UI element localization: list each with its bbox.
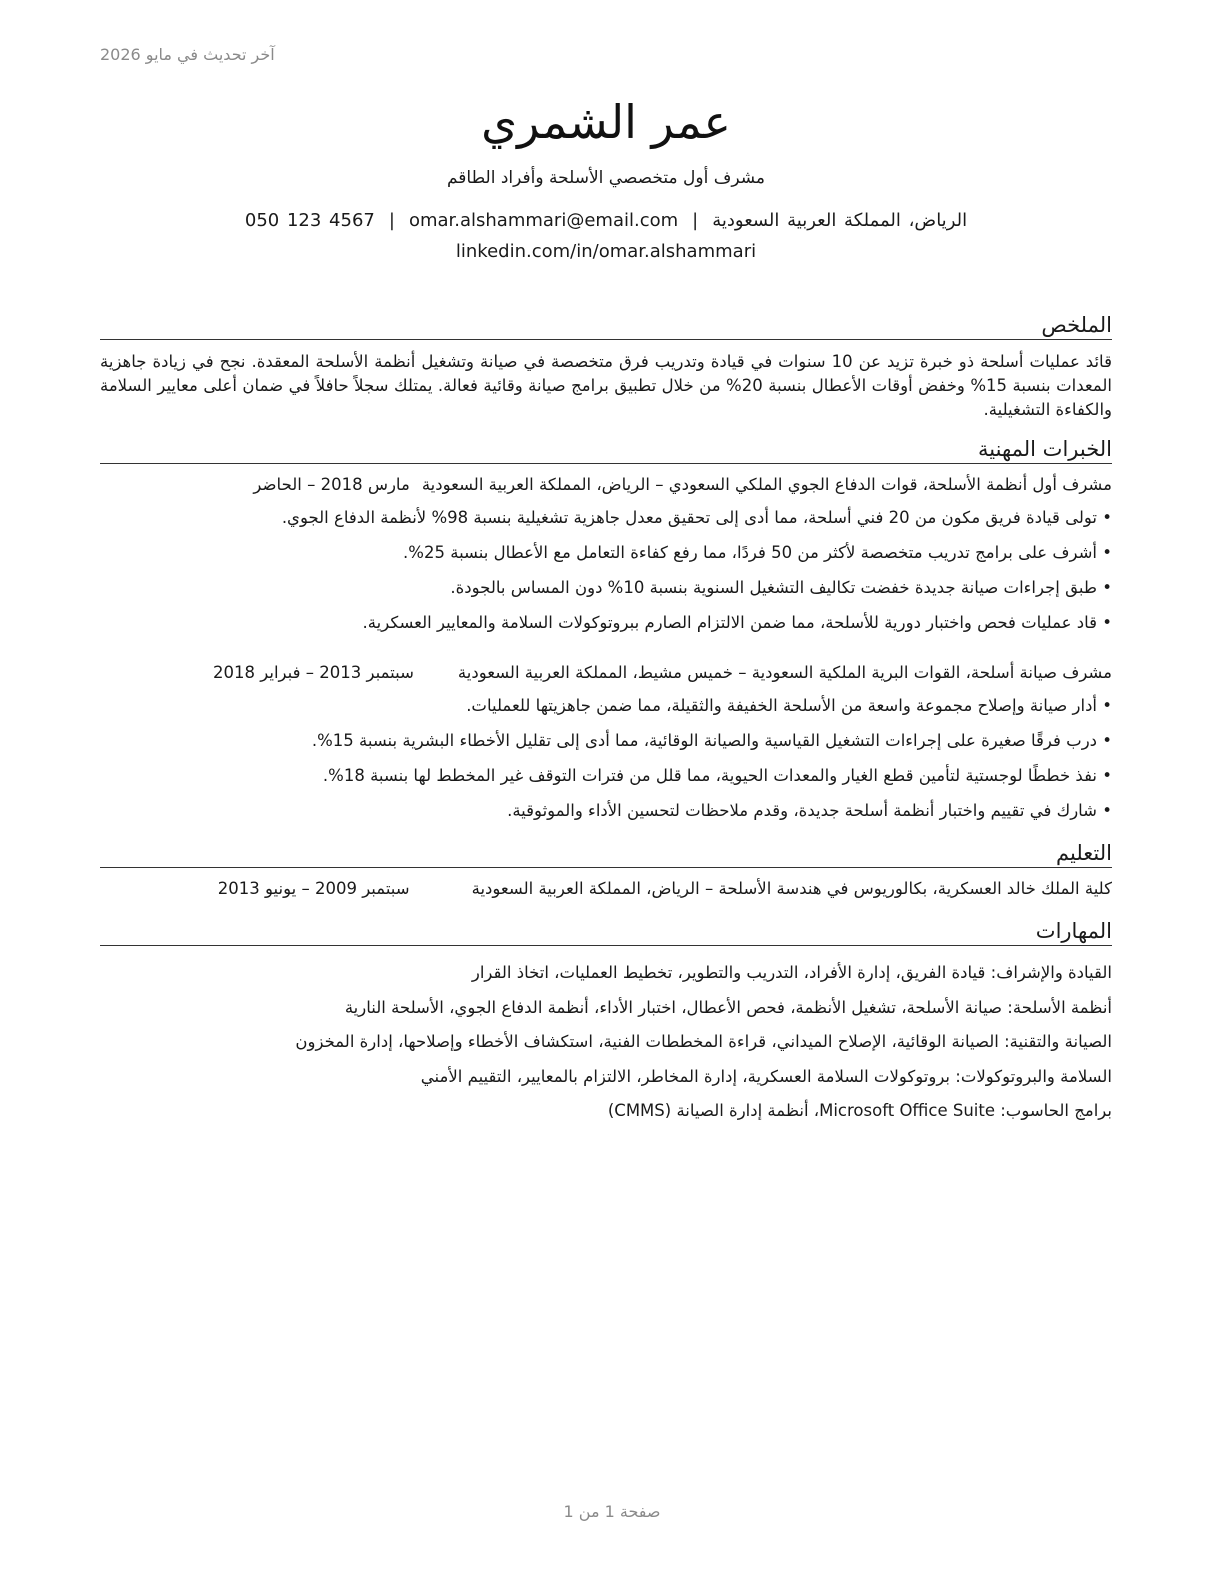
job-entry	[100, 474, 1112, 640]
summary-text: قائد عمليات أسلحة ذو خبرة تزيد عن 10 سنوات في قيادة وتدريب فرق متخصصة في صيانة وتشغيل أنظمة الأسلحة المعقدة. نجح في زيادة جاهزية المعدات بنسبة 15% وخفض أوقات الأعطال بنسبة 20% من خلال تطبيق برامج صيانة وقائية فعالة. يمتلك سجلاً حافلاً في ضمان أعلى معايير السلامة والكفاءة التشغيلية.	[100, 352, 1113, 419]
skill-item: برامج الحاسوب: Microsoft Office Suite، أنظمة إدارة الصيانة (CMMS)	[607, 1101, 1112, 1120]
job-entry	[100, 662, 1112, 828]
phone-text: 050 123 4567	[244, 210, 375, 231]
email-link[interactable]: omar.alshammari@email.com	[408, 210, 679, 231]
job-title-line	[100, 662, 1112, 684]
skill-item: القيادة والإشراف: قيادة الفريق، إدارة الأفراد، التدريب والتطوير، تخطيط العمليات، اتخاذ القرار	[471, 963, 1112, 982]
job-title: مشرف أول أنظمة الأسلحة، قوات الدفاع الجوي الملكي السعودي – الرياض، المملكة العربية السعودية	[421, 475, 1112, 494]
candidate-title: مشرف أول متخصصي الأسلحة وأفراد الطاقم	[446, 168, 766, 188]
page-number: صفحة 1 من 1	[563, 1502, 661, 1521]
resume-body	[100, 312, 1112, 1129]
job-bullet: • قاد عمليات فحص واختبار دورية للأسلحة، مما ضمن الالتزام الصارم ببروتوكولات السلامة والمعايير العسكرية.	[100, 605, 1112, 640]
skill-item: الصيانة والتقنية: الصيانة الوقائية، الإصلاح الميداني، قراءة المخططات الفنية، استكشاف الأخطاء وإصلاحها، إدارة المخزون	[295, 1032, 1112, 1051]
experience-heading: الخبرات المهنية	[100, 436, 1112, 464]
education-entry	[100, 878, 1112, 900]
job-bullets	[100, 688, 1112, 828]
education-heading: التعليم	[100, 840, 1112, 868]
summary-heading: الملخص	[100, 312, 1112, 340]
last-updated-note: آخر تحديث في مايو 2026	[100, 45, 275, 64]
job-bullet: • أدار صيانة وإصلاح مجموعة واسعة من الأسلحة الخفيفة والثقيلة، مما ضمن جاهزيتها للعمليات.	[100, 688, 1112, 723]
job-title-line	[100, 474, 1112, 496]
job-bullet: • تولى قيادة فريق مكون من 20 فني أسلحة، مما أدى إلى تحقيق معدل جاهزية تشغيلية بنسبة 98% لأنظمة الدفاع الجوي.	[100, 500, 1112, 535]
skills-heading: المهارات	[100, 918, 1112, 946]
contact-separator: |	[692, 210, 699, 231]
job-dates: سبتمبر 2013 – فبراير 2018	[213, 663, 414, 682]
job-bullets	[100, 500, 1112, 640]
job-bullet: • أشرف على برامج تدريب متخصصة لأكثر من 50 فردًا، مما رفع كفاءة التعامل مع الأعطال بنسبة 25%.	[100, 535, 1112, 570]
candidate-name: عمر الشمري	[481, 95, 731, 149]
job-title: مشرف صيانة أسلحة، القوات البرية الملكية السعودية – خميس مشيط، المملكة العربية السعودية	[457, 663, 1112, 682]
job-bullet: • شارك في تقييم واختبار أنظمة أسلحة جديدة، وقدم ملاحظات لتحسين الأداء والموثوقية.	[100, 793, 1112, 828]
education-dates: سبتمبر 2009 – يونيو 2013	[217, 879, 410, 898]
skills-list	[100, 956, 1112, 1129]
location-text: الرياض، المملكة العربية السعودية	[712, 210, 968, 231]
education-title: كلية الملك خالد العسكرية، بكالوريوس في هندسة الأسلحة – الرياض، المملكة العربية السعودية	[471, 879, 1112, 898]
job-bullet: • درب فرقًا صغيرة على إجراءات التشغيل القياسية والصيانة الوقائية، مما أدى إلى تقليل الأخطاء البشرية بنسبة 15%.	[100, 723, 1112, 758]
linkedin-link[interactable]: linkedin.com/in/omar.alshammari	[455, 241, 757, 262]
contact-separator: |	[388, 210, 395, 231]
job-dates: مارس 2018 – الحاضر	[253, 475, 410, 494]
skill-item: السلامة والبروتوكولات: بروتوكولات السلامة العسكرية، إدارة المخاطر، الالتزام بالمعايير، التقييم الأمني	[420, 1066, 1112, 1086]
job-bullet: • طبق إجراءات صيانة جديدة خفضت تكاليف التشغيل السنوية بنسبة 10% دون المساس بالجودة.	[100, 570, 1112, 605]
job-bullet: • نفذ خططًا لوجستية لتأمين قطع الغيار والمعدات الحيوية، مما قلل من فترات التوقف غير المخطط لها بنسبة 18%.	[100, 758, 1112, 793]
resume-header	[100, 92, 1112, 262]
contact-line	[100, 210, 1112, 231]
skill-item: أنظمة الأسلحة: صيانة الأسلحة، تشغيل الأنظمة، فحص الأعطال، اختبار الأداء، أنظمة الدفاع الجوي، الأسلحة النارية	[344, 997, 1112, 1017]
